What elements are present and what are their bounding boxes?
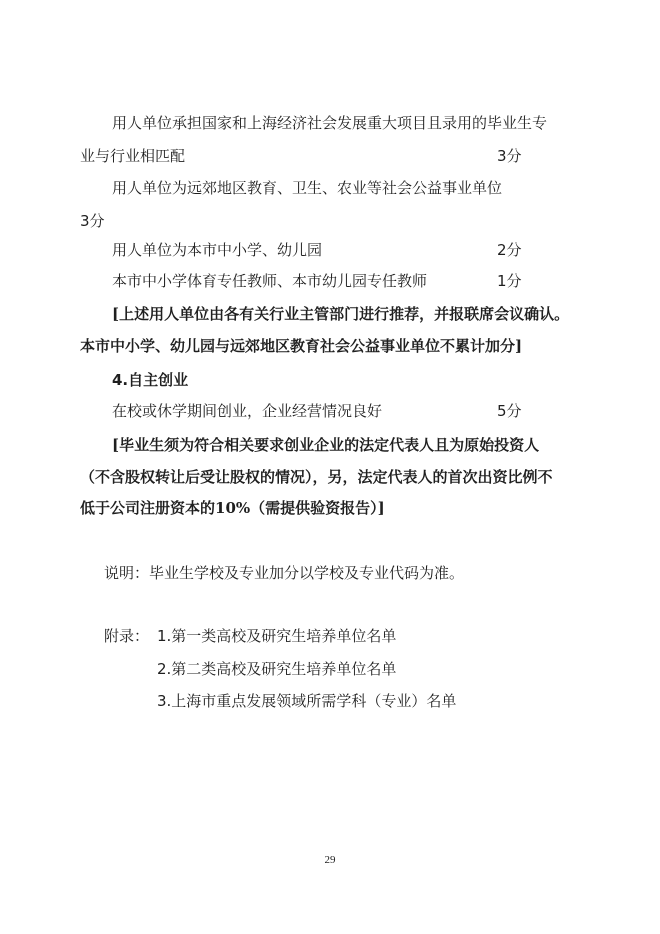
explanation-text: 说明：毕业生学校及专业加分以学校及专业代码为准。 xyxy=(104,564,465,582)
section4-note-line3: 低于公司注册资本的10%（需提供验资报告）] xyxy=(80,499,385,517)
primary-school-line1: 用人单位为本市中小学、幼儿园 xyxy=(112,241,323,259)
section4-note-line1: [毕业生须为符合相关要求创业企业的法定代表人且为原始投资人 xyxy=(112,436,540,454)
section4-item-text: 在校或休学期间创业，企业经营情况良好 xyxy=(112,402,383,420)
section4-heading: 4.自主创业 xyxy=(112,371,189,389)
remote-area-score: 3分 xyxy=(80,212,105,230)
section4-item-score: 5分 xyxy=(497,402,522,420)
major-project-score: 3分 xyxy=(497,147,522,165)
appendix-label: 附录： xyxy=(104,627,150,645)
appendix-item-1: 1.第一类高校及研究生培养单位名单 xyxy=(157,627,397,645)
note1-line2: 本市中小学、幼儿园与远郊地区教育社会公益事业单位不累计加分] xyxy=(80,337,523,355)
primary-school-score: 2分 xyxy=(497,241,522,259)
appendix-item-2: 2.第二类高校及研究生培养单位名单 xyxy=(157,660,397,678)
major-project-line1: 用人单位承担国家和上海经济社会发展重大项目且录用的毕业生专 xyxy=(112,114,548,132)
special-teacher-score: 1分 xyxy=(497,272,522,290)
section4-note-line2: （不含股权转让后受让股权的情况），另，法定代表人的首次出资比例不 xyxy=(80,468,553,486)
special-teacher-line1: 本市中小学体育专任教师、本市幼儿园专任教师 xyxy=(112,272,428,290)
note1-line1: [上述用人单位由各有关行业主管部门进行推荐，并报联席会议确认。 xyxy=(112,305,570,323)
appendix-item-3: 3.上海市重点发展领域所需学科（专业）名单 xyxy=(157,692,457,710)
remote-area-line1: 用人单位为远郊地区教育、卫生、农业等社会公益事业单位 xyxy=(112,179,503,197)
major-project-line2: 业与行业相匹配 xyxy=(80,147,186,165)
page-number: 29 xyxy=(324,854,336,866)
